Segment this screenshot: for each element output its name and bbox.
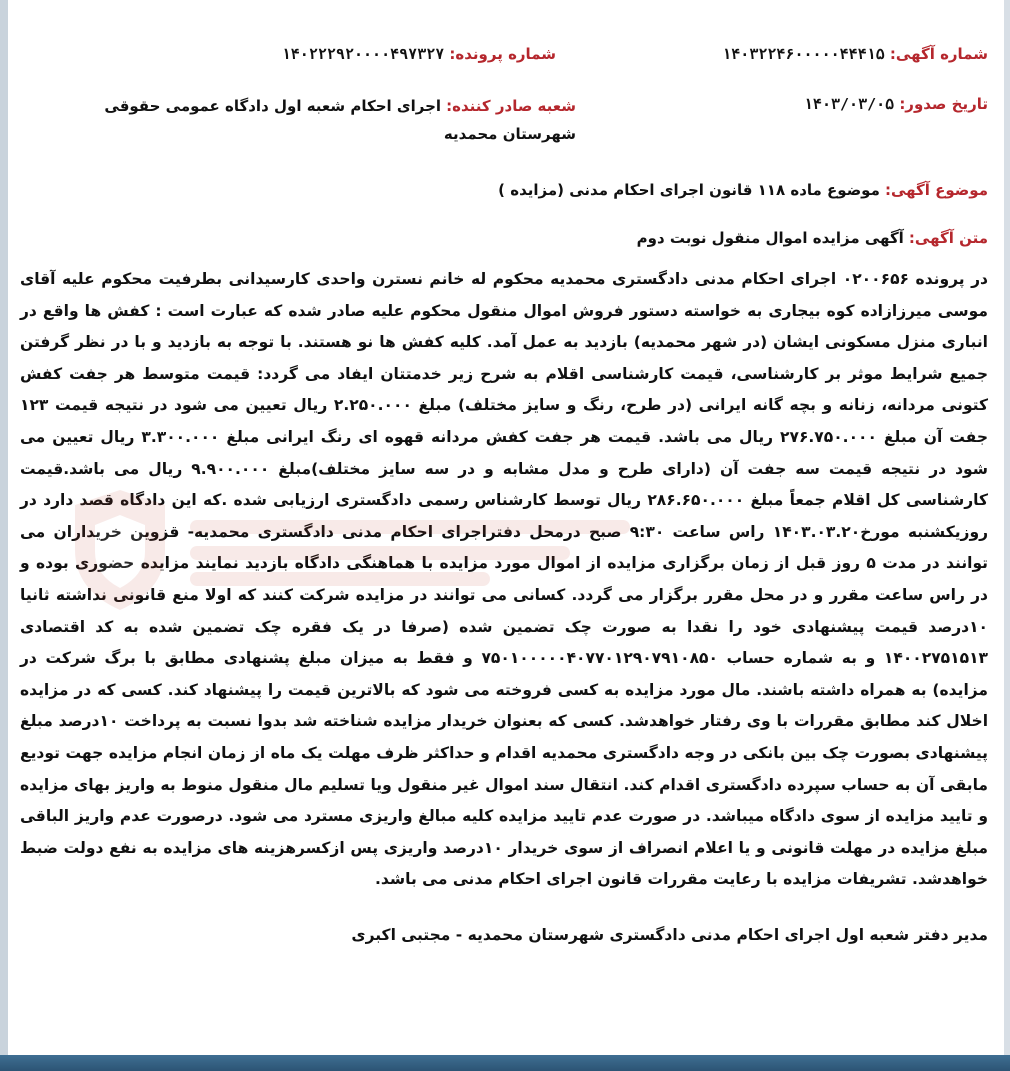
subject-row (498, 180, 988, 199)
notice-text-heading-row (637, 228, 988, 247)
issue-date-label: تاریخ صدور: (899, 95, 988, 113)
signature-line: مدیر دفتر شعبه اول اجرای احکام مدنی دادگستری شهرستان محمدیه - مجتبی اکبری (351, 926, 988, 944)
issuing-branch-row (76, 92, 576, 148)
notice-number-row (722, 44, 988, 63)
issuing-branch-label: شعبه صادر کننده: (446, 97, 576, 115)
left-window-frame (0, 0, 8, 1071)
issue-date-value: ۱۴۰۳/۰۳/۰۵ (803, 95, 895, 113)
notice-number-label: شماره آگهی: (889, 45, 988, 63)
notice-number-value: ۱۴۰۳۲۲۴۶۰۰۰۰۰۴۴۴۱۵ (722, 45, 885, 63)
case-number-row (282, 44, 556, 63)
case-number-label: شماره پرونده: (449, 45, 556, 63)
bottom-status-bar (0, 1055, 1010, 1071)
case-number-value: ۱۴۰۲۲۲۹۲۰۰۰۰۴۹۷۳۲۷ (281, 45, 445, 63)
notice-text-label: متن آگهی: (908, 229, 988, 247)
right-window-frame (1004, 0, 1010, 1071)
notice-body-text: در پرونده ۰۲۰۰۶۵۶ اجرای احکام مدنی دادگستری محمدیه محکوم له خانم نسترن واحدی کارسیدانی بطرفیت محکوم علیه آقای موسی میرزازاده کوه بیجاری به خواسته دستور فروش اموال منقول محکوم علیه صادر شده که عبارت است : کفش ها واقع در انباری منزل مسکونی ایشان (در شهر محمدیه) بازدید به عمل آمد. کلیه کفش ها نو هستند. با توجه به بازدید و با در نظر گرفتن جمیع شرایط موثر بر کارشناسی، قیمت کارشناسی اقلام به شرح زیر خدمتتان ایفاد می گردد: قیمت متوسط هر جفت کفش کتونی مردانه، زنانه و بچه گانه ایرانی (در طرح، رنگ و سایز مختلف) مبلغ ۲.۲۵۰.۰۰۰ ریال تعیین می شود در نتیجه قیمت ۱۲۳ جفت آن مبلغ ۲۷۶.۷۵۰.۰۰۰ ریال می باشد. قیمت هر جفت کفش مردانه قهوه ای رنگ ایرانی مبلغ ۳.۳۰۰.۰۰۰ ریال تعیین می شود در نتیجه قیمت سه جفت آن (دارای طرح و مدل مشابه و در سه سایز مختلف)مبلغ ۹.۹۰۰.۰۰۰ ریال می باشد.قیمت کارشناسی کل اقلام جمعاً مبلغ ۲۸۶.۶۵۰.۰۰۰ ریال توسط کارشناس رسمی دادگستری ارزیابی شده .که این دادگاه قصد دارد در روزیکشنبه مورخ۱۴۰۳.۰۳.۲۰ راس ساعت ۹:۳۰ صبح درمحل دفتراجرای احکام مدنی دادگستری محمدیه- قزوین خریداران می توانند در مدت ۵ روز قبل از زمان برگزاری مزایده از اموال مورد مزایده با هماهنگی دادگاه بازدید نمایند مزایده حضوری بوده و در راس ساعت مقرر و در محل مقرر برگزار می گردد. کسانی می توانند در مزایده شرکت کنند که اولا منع قانونی نداشته ثانیا ۱۰درصد قیمت پیشنهادی خود را نقدا به صورت چک تضمین شده (صرفا در یک فقره چک تضمین شده به کد اقتصادی ۱۴۰۰۲۷۵۱۵۱۳ و به شماره حساب ۷۵۰۱۰۰۰۰۰۴۰۷۷۰۱۲۹۰۷۹۱۰۸۵۰ و فقط به میزان مبلغ پشنهادی مطابق با برگ شرکت در مزایده) به همراه داشته باشند. مال مورد مزایده به کسی فروخته می شود که بالاترین قیمت را پیشنهاد کند. کسی که در مزایده اخلال کند مطابق مقررات با وی رفتار خواهدشد. کسی که بعنوان خریدار مزایده شناخته شد بدوا نسبت به پرداخت ۱۰درصد مبلغ پیشنهادی بصورت چک بین بانکی در وجه دادگستری محمدیه اقدام و حداکثر ظرف مهلت یک ماه از زمان انجام مزایده جهت تودیع مابقی آن به حساب سپرده دادگستری اقدام کند. انتقال سند اموال غیر منقول ویا تسلیم مال منقول منوط به واریز بهای مزایده و تایید مزایده از سوی دادگاه میباشد. در صورت عدم تایید مزایده کلیه مبالغ واریزی مسترد می شود. درصورت عدم واریز الباقی مبلغ مزایده در مهلت قانونی و یا اعلام انصراف از سوی خریدار ۱۰درصد واریزی پس ازکسرهزینه های مزایده به نفع دولت ضبط خواهدشد. تشریفات مزایده با رعایت مقررات قانون اجرای احکام مدنی می باشد. (20, 270, 989, 889)
issue-date-row (804, 94, 988, 113)
issuing-branch-value: اجرای احکام شعبه اول دادگاه عمومی حقوقی شهرستان محمدیه (104, 97, 576, 143)
notice-page (14, 0, 996, 1055)
subject-label: موضوع آگهی: (884, 181, 988, 199)
subject-value: موضوع ماده ۱۱۸ قانون اجرای احکام مدنی (مزایده ) (498, 181, 880, 199)
notice-heading: آگهی مزایده اموال منقول نوبت دوم (636, 229, 904, 247)
